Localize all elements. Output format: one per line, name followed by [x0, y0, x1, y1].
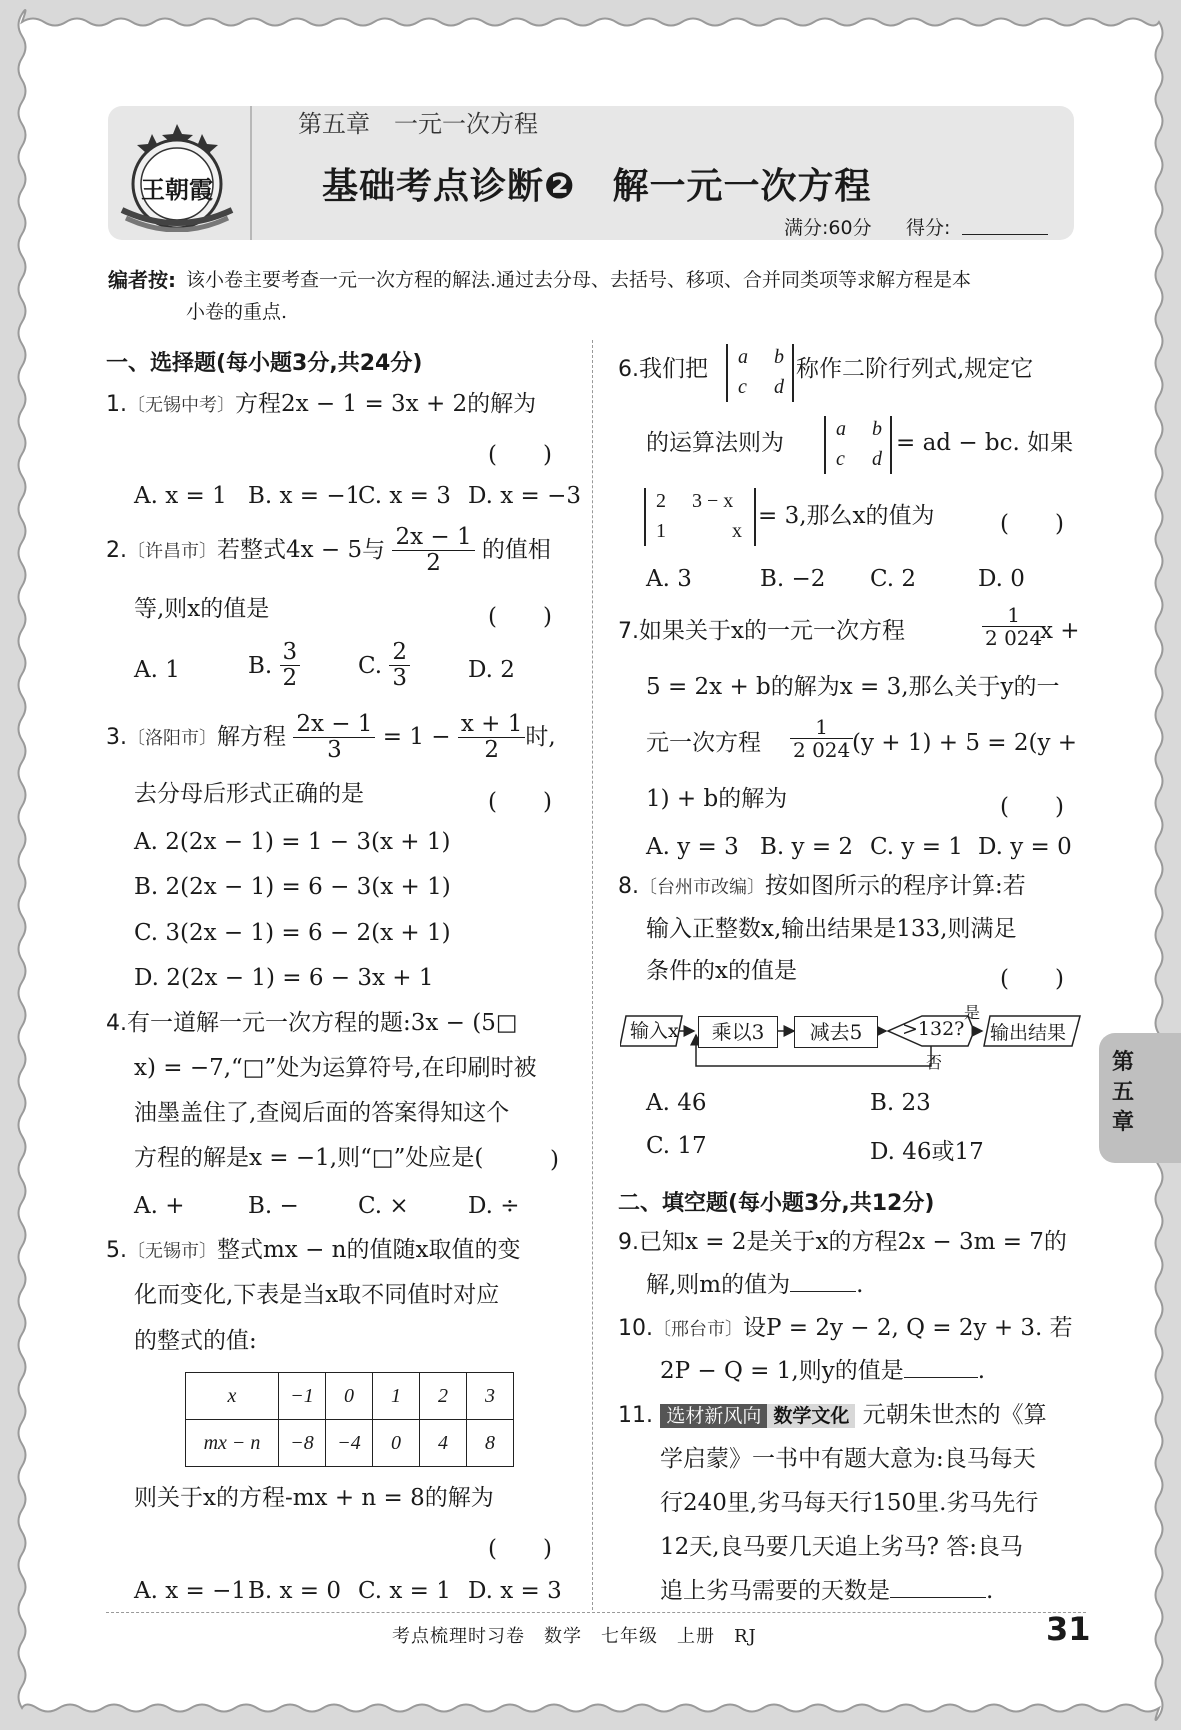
q8-text-1: 按如图所示的程序计算:若 — [765, 873, 1026, 899]
q7-option-d[interactable]: D. y = 0 — [978, 834, 1072, 860]
q6-det1-c: c — [738, 376, 747, 398]
q10-number: 10. — [618, 1316, 653, 1341]
q5-cell: 8 — [467, 1420, 514, 1467]
header-divider — [250, 106, 252, 240]
q7-f1-num: 1 — [982, 604, 1045, 627]
q8-flow-output: 输出结果 — [990, 1022, 1067, 1044]
q7-line1 — [618, 620, 905, 643]
q5-cell: 0 — [326, 1373, 373, 1420]
q5-option-c[interactable]: C. x = 1 — [358, 1578, 451, 1604]
q2-option-c-label: C. — [358, 652, 383, 679]
q3-mid: = 1 − — [382, 723, 451, 750]
q7-answer-paren[interactable]: ( ) — [1000, 794, 1064, 820]
q11-text-1: 元朝朱世杰的《算 — [862, 1402, 1047, 1428]
q8-line2: 输入正整数x,输出结果是133,则满足 — [646, 916, 1017, 942]
q6-det3-d: x — [732, 520, 742, 542]
q7-option-a[interactable]: A. y = 3 — [646, 834, 739, 860]
section2-title: 二、填空题(每小题3分,共12分) — [618, 1191, 935, 1216]
q10-end: . — [977, 1358, 986, 1384]
q7-f1-den: 2 024 — [985, 626, 1043, 650]
q6-det1-b: b — [774, 346, 784, 368]
footer-text: 考点梳理时习卷 数学 七年级 上册 RJ — [392, 1626, 757, 1647]
q2-frac-num: 2x − 1 — [392, 525, 474, 551]
q2-option-c[interactable] — [358, 640, 410, 692]
q5-cell: mx − n — [186, 1420, 279, 1467]
q5-cell: x — [186, 1373, 279, 1420]
footer-divider — [106, 1612, 1086, 1613]
q7-f2-den: 2 024 — [793, 738, 851, 762]
q1-source: 〔无锡中考〕 — [127, 395, 235, 416]
q4-option-d[interactable]: D. ÷ — [468, 1193, 520, 1219]
q5-cell: −1 — [279, 1373, 326, 1420]
q11-number: 11. — [618, 1403, 653, 1428]
q8-source: 〔台州市改编〕 — [639, 877, 765, 898]
q6-det3-c: 1 — [656, 520, 666, 542]
q4-line4: 方程的解是x = −1,则“□”处应是( — [134, 1145, 484, 1171]
q5-number: 5. — [106, 1238, 127, 1263]
q5-line2: 化而变化,下表是当x取不同值时对应 — [134, 1282, 500, 1308]
section1-title: 一、选择题(每小题3分,共24分) — [106, 351, 423, 376]
q1-stem — [106, 393, 536, 416]
q10-answer-blank[interactable] — [904, 1377, 978, 1378]
q6-determinant-1 — [726, 344, 794, 402]
q7-text-1b: x + — [1040, 618, 1080, 644]
q6-det2-d: d — [872, 448, 882, 470]
q6-option-d[interactable]: D. 0 — [978, 566, 1025, 592]
q3-number: 3. — [106, 724, 127, 750]
q6-determinant-2 — [824, 416, 892, 474]
q8-flow-subtract: 减去5 — [794, 1016, 878, 1048]
q3-option-b[interactable]: B. 2(2x − 1) = 6 − 3(x + 1) — [134, 874, 451, 900]
q7-number: 7. — [618, 619, 639, 644]
editor-note-line2: 小卷的重点. — [186, 301, 288, 323]
q7-f2-num: 1 — [790, 716, 853, 739]
q2-option-c-num: 2 — [389, 640, 410, 666]
q4-line2: x) = −7,“□”处为运算符号,在印刷时被 — [134, 1055, 537, 1081]
q4-text-1: 有一道解一元一次方程的题:3x − (5□ — [127, 1010, 518, 1036]
q10-line2 — [660, 1360, 985, 1383]
q2-option-b[interactable] — [248, 640, 300, 692]
score-label: 得分: — [906, 217, 951, 239]
q5-table-row-x — [186, 1373, 514, 1420]
q6-det2-a: a — [836, 418, 846, 440]
score-blank[interactable] — [962, 234, 1048, 235]
q5-line1 — [106, 1239, 520, 1262]
q3-f1-num: 2x − 1 — [293, 712, 375, 738]
logo-text: 王朝霞 — [141, 175, 213, 204]
q3-stem — [106, 712, 556, 764]
q5-option-a[interactable]: A. x = −1 — [134, 1578, 247, 1604]
q5-option-b[interactable]: B. x = 0 — [248, 1578, 342, 1604]
q6-det1-a: a — [738, 346, 748, 368]
q8-number: 8. — [618, 874, 639, 899]
q2-answer-paren[interactable]: ( ) — [488, 604, 552, 630]
q4-option-b[interactable]: B. − — [248, 1193, 299, 1219]
q7-option-c[interactable]: C. y = 1 — [870, 834, 963, 860]
q5-text-1: 整式mx − n的值随x取值的变 — [217, 1237, 521, 1263]
q2-frac-den: 2 — [426, 550, 441, 577]
q6-det3-b: 3 − x — [692, 490, 734, 512]
q10-text-1: 设P = 2y − 2, Q = 2y + 3. 若 — [743, 1315, 1073, 1341]
q11-line4: 12天,良马要几天追上劣马? 答:良马 — [660, 1534, 1023, 1560]
q2-option-b-num: 3 — [280, 640, 301, 666]
q5-answer-paren[interactable]: ( ) — [488, 1536, 552, 1562]
q8-flow-no: 否 — [926, 1053, 943, 1072]
q11-end: . — [986, 1578, 994, 1604]
q2-number: 2. — [106, 537, 127, 563]
q11-text-5: 追上劣马需要的天数是 — [660, 1578, 890, 1604]
q7-text-3b: (y + 1) + 5 = 2(y + — [852, 730, 1078, 756]
q9-line1 — [618, 1231, 1067, 1254]
q6-determinant-3 — [644, 488, 756, 546]
full-score: 满分:60分 — [784, 217, 872, 239]
q5-cell: −8 — [279, 1420, 326, 1467]
q3-line2: 去分母后形式正确的是 — [134, 781, 364, 807]
q7-text-3a: 元一次方程 — [646, 730, 761, 756]
q9-text-2: 解,则m的值为 — [646, 1272, 791, 1298]
q3-option-c[interactable]: C. 3(2x − 1) = 6 − 2(x + 1) — [134, 920, 451, 946]
q6-line1 — [618, 358, 708, 381]
q3-fraction-2 — [458, 712, 526, 764]
q5-value-table — [185, 1372, 514, 1467]
column-divider — [592, 340, 593, 1610]
page-title: 基础考点诊断❷ 解一元一次方程 — [322, 166, 872, 207]
q8-option-b[interactable]: B. 23 — [870, 1090, 931, 1116]
q6-text-1a: 我们把 — [639, 356, 708, 382]
q11-line2: 学启蒙》一书中有题大意为:良马每天 — [660, 1446, 1036, 1472]
q2-text-a: 若整式4x − 5与 — [217, 536, 386, 563]
q8-option-a[interactable]: A. 46 — [646, 1090, 707, 1116]
q2-option-b-den: 2 — [282, 665, 298, 692]
q9-number: 9. — [618, 1230, 639, 1255]
q9-text-1: 已知x = 2是关于x的方程2x − 3m = 7的 — [639, 1229, 1067, 1255]
q8-line3: 条件的x的值是 — [646, 958, 797, 984]
q1-option-b[interactable]: B. x = −1 — [248, 483, 361, 509]
q11-badge-culture: 数学文化 — [767, 1404, 855, 1428]
q5-cell: 4 — [420, 1420, 467, 1467]
q11-answer-blank[interactable] — [890, 1597, 986, 1598]
q7-line4: 1) + b的解为 — [646, 786, 788, 812]
q2-line2: 等,则x的值是 — [134, 596, 270, 622]
q2-text-b: 的值相 — [481, 536, 551, 563]
editor-note-line1: 该小卷主要考查一元一次方程的解法.通过去分母、去括号、移项、合并同类项等求解方程是本 — [186, 269, 972, 291]
q5-cell: −4 — [326, 1420, 373, 1467]
q10-source: 〔邢台市〕 — [653, 1319, 743, 1340]
q6-option-a[interactable]: A. 3 — [646, 566, 692, 592]
q11-line1 — [618, 1404, 1047, 1427]
q3-answer-paren[interactable]: ( ) — [488, 789, 552, 815]
q2-option-b-frac — [280, 640, 301, 692]
q4-line1 — [106, 1012, 518, 1035]
q8-flow-condition: >132? — [902, 1018, 965, 1040]
q2-option-b-label: B. — [248, 652, 273, 679]
q1-number: 1. — [106, 392, 127, 417]
q1-option-a[interactable]: A. x = 1 — [134, 483, 227, 509]
q6-option-c[interactable]: C. 2 — [870, 566, 917, 592]
q1-option-c[interactable]: C. x = 3 — [358, 483, 451, 509]
q5-cell: 3 — [467, 1373, 514, 1420]
q6-number: 6. — [618, 357, 639, 382]
q7-line2: 5 = 2x + b的解为x = 3,那么关于y的一 — [646, 674, 1060, 700]
logo — [112, 112, 242, 232]
q5-cell: 2 — [420, 1373, 467, 1420]
q6-option-b[interactable]: B. −2 — [760, 566, 826, 592]
q1-answer-paren[interactable]: ( ) — [488, 442, 552, 468]
q5-source: 〔无锡市〕 — [127, 1241, 217, 1262]
q6-det1-d: d — [774, 376, 784, 398]
editor-note-label: 编者按: — [108, 268, 176, 292]
q8-answer-paren[interactable]: ( ) — [1000, 966, 1064, 992]
q3-source: 〔洛阳市〕 — [127, 727, 217, 749]
q10-line1 — [618, 1317, 1073, 1340]
q5-line3: 的整式的值: — [134, 1328, 257, 1354]
chapter-label: 第五章 一元一次方程 — [298, 110, 538, 138]
q4-option-c[interactable]: C. × — [358, 1193, 409, 1219]
page-number: 31 — [1046, 1610, 1091, 1648]
q6-text-2b: = ad − bc. 如果 — [896, 430, 1074, 456]
q5-cell: 1 — [373, 1373, 420, 1420]
q6-answer-paren[interactable]: ( ) — [1000, 511, 1064, 537]
q1-text: 方程2x − 1 = 3x + 2的解为 — [235, 391, 537, 417]
q2-option-c-frac — [389, 640, 410, 692]
q4-option-a[interactable]: A. + — [134, 1193, 185, 1219]
q6-det2-b: b — [872, 418, 882, 440]
q11-line5 — [660, 1580, 993, 1603]
q3-option-d[interactable]: D. 2(2x − 1) = 6 − 3x + 1 — [134, 965, 434, 991]
q2-stem — [106, 525, 551, 577]
q3-text-b: 时, — [525, 723, 556, 750]
q11-line3: 行240里,劣马每天行150里.劣马先行 — [660, 1490, 1039, 1516]
q8-flow-yes: 是 — [964, 1003, 981, 1022]
chapter-side-tab-label: 第五章 — [1112, 1050, 1135, 1135]
q9-end: . — [856, 1272, 864, 1298]
q6-text-2a: 的运算法则为 — [646, 430, 784, 456]
q3-text-a: 解方程 — [217, 723, 286, 750]
q2-option-a[interactable]: A. 1 — [134, 657, 180, 683]
q3-f2-num: x + 1 — [458, 712, 526, 738]
q7-text-1a: 如果关于x的一元一次方程 — [639, 618, 905, 644]
q3-f2-den: 2 — [484, 737, 499, 764]
q2-option-c-den: 3 — [392, 665, 408, 692]
q7-option-b[interactable]: B. y = 2 — [760, 834, 854, 860]
q9-answer-blank[interactable] — [790, 1291, 856, 1292]
q3-option-a[interactable]: A. 2(2x − 1) = 1 − 3(x + 1) — [134, 829, 451, 855]
q5-cell: 0 — [373, 1420, 420, 1467]
q3-f1-den: 3 — [327, 737, 342, 764]
q2-fraction — [392, 525, 474, 577]
q2-source: 〔许昌市〕 — [127, 540, 217, 562]
q6-det3-a: 2 — [656, 490, 666, 512]
q4-answer-paren-end[interactable]: ) — [550, 1147, 559, 1173]
q6-det2-c: c — [836, 448, 845, 470]
q9-line2 — [646, 1274, 863, 1297]
q7-fraction-1 — [982, 604, 1045, 649]
q5-table-row-value — [186, 1420, 514, 1467]
q8-option-d[interactable]: D. 46或17 — [870, 1139, 984, 1165]
q5-option-d[interactable]: D. x = 3 — [468, 1578, 562, 1604]
q4-line3: 油墨盖住了,查阅后面的答案得知这个 — [134, 1100, 510, 1126]
q3-fraction-1 — [293, 712, 375, 764]
q1-option-d[interactable]: D. x = −3 — [468, 483, 582, 509]
q5-line4: 则关于x的方程-mx + n = 8的解为 — [134, 1485, 494, 1511]
q4-number: 4. — [106, 1011, 127, 1036]
q10-text-2: 2P − Q = 1,则y的值是 — [660, 1358, 904, 1384]
q11-badge-trend: 选材新风向 — [660, 1404, 767, 1428]
q8-line1 — [618, 875, 1026, 898]
q8-flow-multiply: 乘以3 — [698, 1016, 778, 1048]
q6-text-1b: 称作二阶行列式,规定它 — [796, 356, 1034, 382]
q8-flow-input: 输入x — [630, 1020, 679, 1042]
q7-fraction-2 — [790, 716, 853, 761]
q2-option-d[interactable]: D. 2 — [468, 657, 515, 683]
q8-option-c[interactable]: C. 17 — [646, 1133, 707, 1159]
q6-text-3b: = 3,那么x的值为 — [758, 503, 935, 529]
